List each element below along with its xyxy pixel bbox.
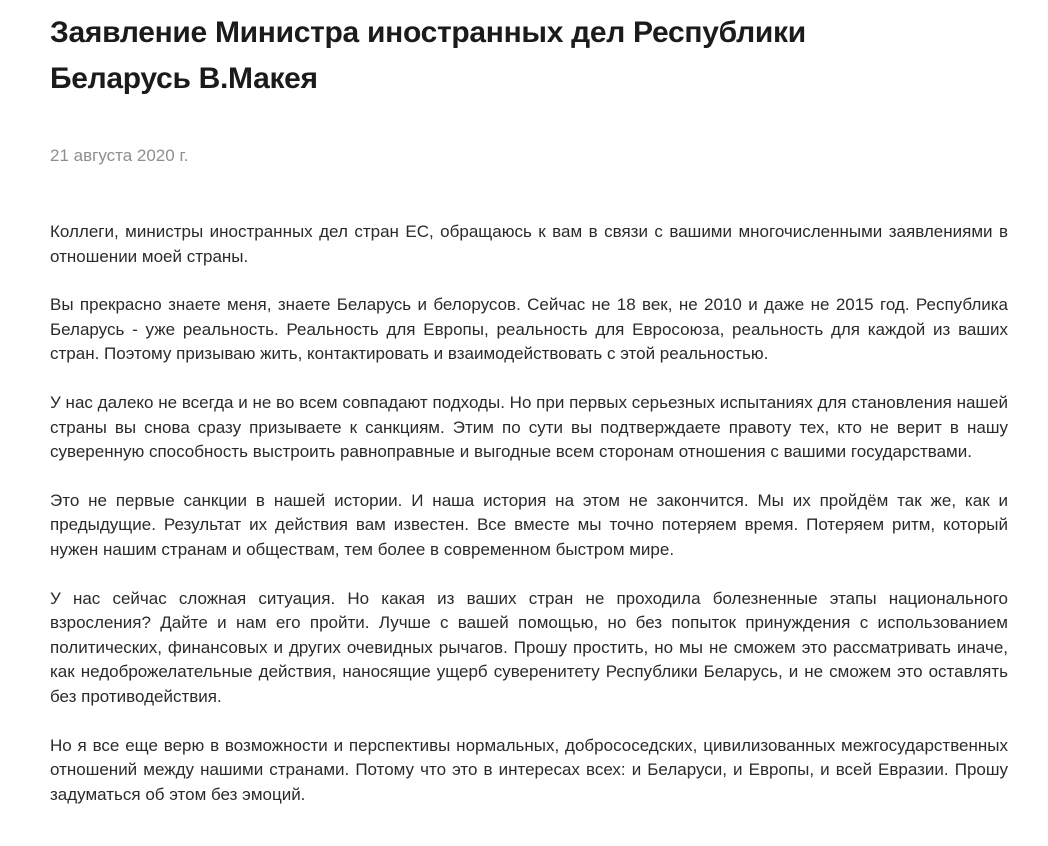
paragraph: У нас далеко не всегда и не во всем совпадают подходы. Но при первых серьезных испытаниях для становления нашей страны вы снова сразу призываете к санкциям. Этим по сути вы подтверждаете правоту тех, кто не верит в нашу суверенную способность выстроить равноправные и выгодные всем сторонам отношения с вашими государствами. [50,392,1008,462]
article [50,10,1008,831]
article-body [50,220,1008,807]
paragraph: У нас сейчас сложная ситуация. Но какая из ваших стран не проходила болезненные этапы национального взросления? Дайте и нам его пройти. Лучше с вашей помощью, но без попыток принуждения с использованием политических, финансовых и других очевидных рычагов. Прошу простить, но мы не сможем это рассматривать иначе, как недоброжелательные действия, наносящие ущерб суверенитету Республики Беларусь, и не сможем это оставлять без противодействия. [50,588,1008,706]
page-title: Заявление Министра иностранных дел Республики Беларусь В.Макея [50,16,806,95]
paragraph: Вы прекрасно знаете меня, знаете Беларусь и белорусов. Сейчас не 18 век, не 2010 и даже не 2015 год. Республика Беларусь - уже реальность. Реальность для Европы, реальность для Евросоюза, реальность для каждой из ваших стран. Поэтому призываю жить, контактировать и взаимодействовать с этой реальностью. [50,295,1008,364]
paragraph: Это не первые санкции в нашей истории. И наша история на этом не закончится. Мы их пройдём так же, как и предыдущие. Результат их действия вам известен. Все вместе мы точно потеряем время. Потеряем ритм, который нужен нашим странам и обществам, тем более в современном быстром мире. [50,490,1008,559]
publication-date: 21 августа 2020 г. [50,146,189,165]
paragraph: Но я все еще верю в возможности и перспективы нормальных, добрососедских, цивилизованных межгосударственных отношений между нашими странами. Потому что это в интересах всех: и Беларуси, и Европы, и всей Евразии. Прошу задуматься об этом без эмоций. [50,735,1008,804]
paragraph: Коллеги, министры иностранных дел стран ЕС, обращаюсь к вам в связи с вашими многочисленными заявлениями в отношении моей страны. [50,222,1008,266]
